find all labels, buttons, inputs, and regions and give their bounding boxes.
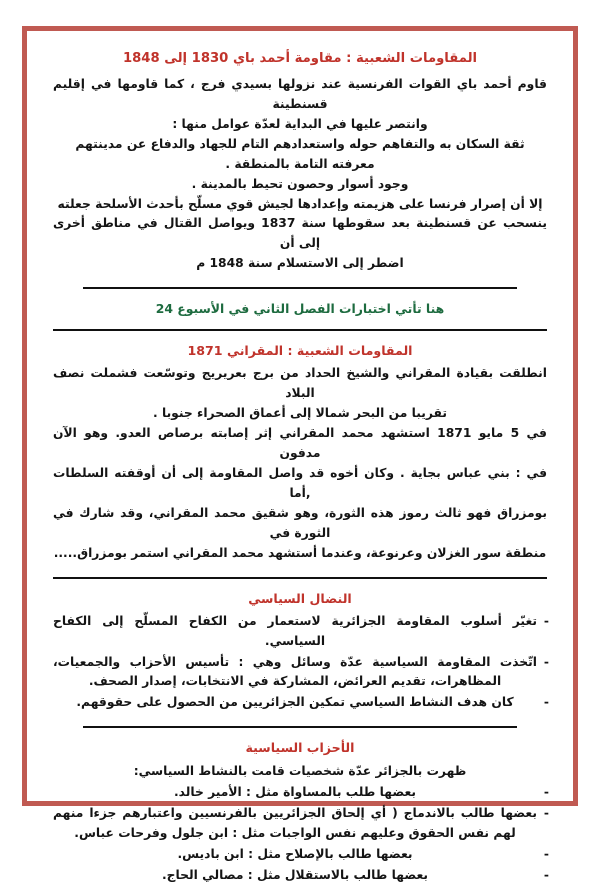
divider-before-political-struggle: [53, 577, 547, 579]
document-body: [53, 49, 547, 886]
bullet-dash-icon: -: [543, 785, 549, 800]
section-title-political-struggle: النضال السياسي: [248, 590, 352, 606]
mokrani-line-5: بومزراق فهو ثالث رموز هذه الثورة، وهو شقيق محمد المقراني، وقد شارك في الثورة في: [53, 505, 547, 540]
political-struggle-item-2: اتّخذت المقاومة السياسية عدّة وسائل وهي : تأسيس الأحزاب والجمعيات، المظاهرات، تقديم العرائض، المشاركة في الانتخابات، إصدار الصحف.: [53, 654, 537, 689]
list-item: [53, 804, 547, 844]
bullet-dash-icon: -: [543, 613, 549, 628]
political-struggle-item-3: كان هدف النشاط السياسي تمكين الجزائريين من الحصول على حقوقهم.: [76, 695, 514, 710]
ahmed-bey-paragraph: [53, 75, 547, 274]
exam-schedule-note: هنا تأتي اختبارات الفصل الثاني في الأسبوع 24: [155, 301, 445, 317]
political-parties-list: [53, 783, 547, 886]
section-political-struggle: [53, 590, 547, 714]
list-item: [53, 653, 547, 693]
bullet-dash-icon: -: [543, 695, 549, 710]
political-parties-item-2: بعضها طالب بالاندماج ( أي إلحاق الجزائريين بالفرنسيين واعتبارهم جزءا منهم لهم نفس الحقوق وعليهم نفس الواجبات مثل : ابن جلول وفرحات عباس.: [53, 806, 537, 841]
section-title-ahmed-bey: المقاومات الشعبية : مقاومة أحمد باي 1830 إلى 1848: [122, 51, 478, 66]
ahmed-bey-line-1: قاوم أحمد باي القوات الفرنسية عند نزولها بسيدي فرج ، كما قاومها في إقليم قسنطينة: [53, 77, 547, 112]
bullet-dash-icon: -: [543, 847, 549, 862]
political-parties-item-4: بعضها طالب بالاستقلال مثل : مصالي الحاج.: [161, 868, 429, 883]
bullet-dash-icon: -: [543, 868, 549, 883]
political-parties-item-3: بعضها طالب بالإصلاح مثل : ابن باديس.: [177, 847, 413, 862]
section-political-parties: [53, 739, 547, 886]
political-parties-intro-text: ظهرت بالجزائر عدّة شخصيات قامت بالنشاط السياسي:: [133, 763, 467, 778]
list-item: [53, 612, 547, 652]
ahmed-bey-line-6: إلا أن إصرار فرنسا على هزيمته وإعدادها لجيش قوي مسلّح بأحدث الأسلحة جعلته: [57, 196, 543, 211]
mokrani-paragraph: [53, 364, 547, 563]
list-item: [53, 866, 547, 886]
bullet-dash-icon: -: [543, 654, 549, 669]
list-item: [53, 845, 547, 865]
ahmed-bey-line-3: ثقة السكان به والتفاهم حوله واستعدادهم التام للجهاد والدفاع عن مدينتهم: [75, 136, 525, 151]
ahmed-bey-line-5: وجود أسوار وحصون تحيط بالمدينة .: [191, 176, 409, 191]
list-item: [53, 693, 547, 713]
section-resistance-mokrani: [53, 342, 547, 563]
political-struggle-item-1: تغيّر أسلوب المقاومة الجزائرية لاستعمار من الكفاح المسلّح إلى الكفاح السياسي.: [53, 613, 537, 648]
section-resistance-ahmed-bey: [53, 49, 547, 274]
divider-before-political-parties: [83, 726, 518, 728]
section-title-mokrani: المقاومات الشعبية : المقراني 1871: [187, 343, 413, 359]
ahmed-bey-line-8: اضطر إلى الاستسلام سنة 1848 م: [196, 256, 404, 271]
mokrani-line-6: منطقة سور الغزلان وعرنوعة، وعندما أستشهد محمد المقراني استمر بومزراق.....: [53, 545, 547, 560]
mokrani-line-2: تقريبا من البحر شمالا إلى أعماق الصحراء جنوبا .: [153, 406, 447, 421]
divider-after-ahmed-bey: [83, 287, 518, 289]
document-frame: [22, 26, 578, 883]
mokrani-line-4: في : بني عباس بجاية . وكان أخوه قد واصل المقاومة إلى أن أوقفته السلطات ,أما: [53, 465, 547, 500]
divider-before-mokrani: [53, 329, 547, 331]
list-item: [53, 783, 547, 803]
bullet-dash-icon: -: [543, 806, 549, 821]
mokrani-line-1: انطلقت بقيادة المقراني والشيخ الحداد من برج بعريريج وتوسّعت فشملت نصف البلاد: [53, 366, 547, 401]
mokrani-line-3: في 5 مايو 1871 استشهد محمد المقراني إثر إصابته برصاص العدو. وهو الآن مدفون: [53, 426, 547, 461]
ahmed-bey-line-4: معرفته التامة بالمنطقة .: [225, 156, 375, 171]
political-struggle-list: [53, 612, 547, 714]
political-parties-item-1: بعضها طلب بالمساواة مثل : الأمير خالد.: [173, 785, 417, 800]
political-parties-intro: [53, 762, 547, 782]
ahmed-bey-line-7: ينسحب عن قسنطينة بعد سقوطها سنة 1837 ويواصل القتال في مناطق أخرى إلى أن: [53, 216, 547, 251]
section-title-political-parties: الأحزاب السياسية: [245, 740, 355, 756]
ahmed-bey-line-2: وانتصر عليها في البداية لعدّة عوامل منها :: [172, 116, 428, 131]
